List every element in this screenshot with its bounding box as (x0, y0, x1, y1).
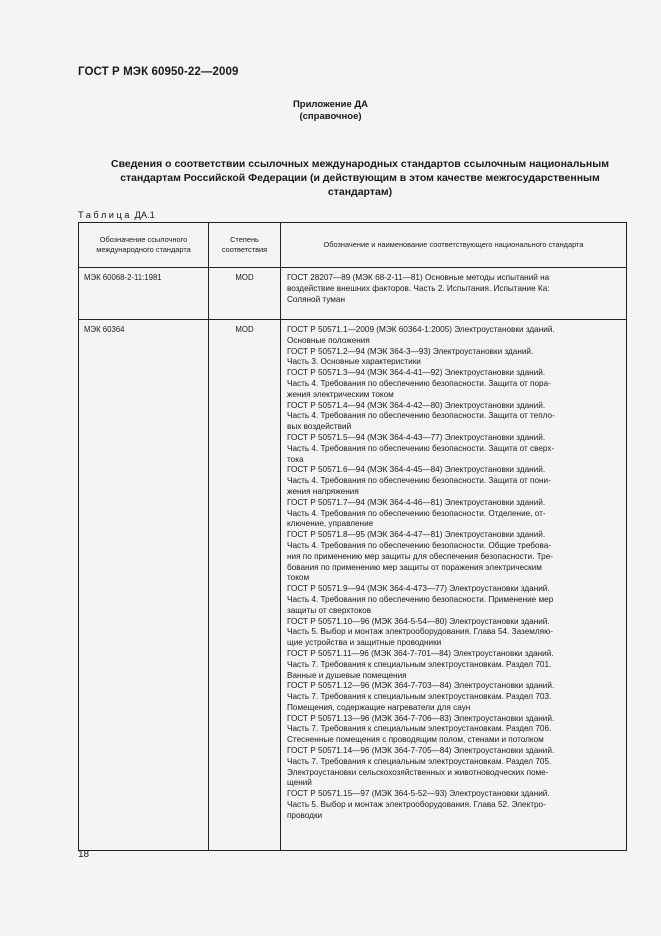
national-standard-line: Часть 4. Требования по обеспечению безопасности. Применение мер (287, 594, 554, 604)
table-label (78, 210, 155, 220)
national-standard-line: ния по применению мер защиты для обеспечения безопасности. Тре- (287, 551, 554, 561)
national-standard-line: воздействие внешних факторов. Часть 2. Испытания. Испытание Ка: (287, 283, 550, 293)
national-standard-line: Часть 7. Требования к специальным электроустановкам. Раздел 706. (287, 724, 552, 734)
national-standard-line: вых воздействий (287, 422, 352, 432)
correspondence-degree: MOD (209, 268, 281, 320)
national-standard-line: ГОСТ Р 50571.6—94 (МЭК 364-4-45—84) Электроустановки зданий. (287, 465, 546, 475)
national-standard-line: Часть 7. Требования к специальным электроустановкам. Раздел 705. (287, 756, 552, 766)
national-standard-line: Часть 5. Выбор и монтаж электрооборудования. Глава 52. Электро- (287, 800, 546, 810)
column-header-international: Обозначение ссылочного международного стандарта (79, 223, 209, 268)
national-standard-line: Ванные и душевые помещения (287, 670, 407, 680)
national-standard-line: Часть 4. Требования по обеспечению безопасности. Защита от пони- (287, 476, 551, 486)
national-standard-line: Основные положения (287, 335, 370, 345)
correspondence-degree: MOD (209, 320, 281, 851)
national-standard-line: защиты от сверхтоков (287, 605, 372, 615)
national-standard-line: щие устройства и защитные проводники (287, 638, 442, 648)
national-standard-line: ГОСТ Р 50571.14—96 (МЭК 364-7-705—84) Электроустановки зданий. (287, 746, 555, 756)
national-standard-line: бования по применению мер защиты от поражения электрическим (287, 562, 542, 572)
national-standard-line: Часть 4. Требования по обеспечению безопасности. Отделение, от- (287, 508, 546, 518)
national-standard-line: Часть 4. Требования по обеспечению безопасности. Защита от тепло- (287, 411, 555, 421)
table-row (79, 268, 627, 320)
national-standard-line: Помещения, содержащие нагреватели для саун (287, 702, 471, 712)
national-standard-line: Часть 5. Выбор и монтаж электрооборудования. Глава 54. Заземляю- (287, 627, 553, 637)
national-standard-line: ГОСТ Р 50571.8—95 (МЭК 364-4-47—81) Электроустановки зданий. (287, 530, 546, 540)
national-standard-line: ГОСТ Р 50571.2—94 (МЭК 364-3—93) Электроустановки зданий. (287, 346, 534, 356)
page-number: 18 (78, 849, 90, 860)
national-standard-line: тока (287, 454, 304, 464)
national-standard-line: Часть 7. Требования к специальным электроустановкам. Раздел 703. (287, 692, 552, 702)
national-standard-line: проводки (287, 810, 323, 820)
national-standard-line: ГОСТ Р 50571.3—94 (МЭК 364-4-41—92) Электроустановки зданий. (287, 368, 546, 378)
national-standard-line: ГОСТ Р 50571.1—2009 (МЭК 60364-1:2005) Электроустановки зданий. (287, 325, 555, 334)
national-standard-line: Соляной туман (287, 294, 345, 304)
national-standard-line: Часть 4. Требования по обеспечению безопасности. Защита от сверх- (287, 443, 555, 453)
national-standard-line: ГОСТ Р 50571.4—94 (МЭК 364-4-42—80) Электроустановки зданий. (287, 400, 546, 410)
document-header: ГОСТ Р МЭК 60950-22—2009 (78, 66, 239, 78)
national-standard-line: ГОСТ 28207—89 (МЭК 68-2-11—81) Основные методы испытаний на (287, 273, 550, 282)
national-standard-cell (281, 320, 627, 851)
national-standard-line: ключение, управление (287, 519, 374, 529)
national-standard-line: Часть 7. Требования к специальным электроустановкам. Раздел 701. (287, 659, 552, 669)
annex-subtitle: (справочное) (299, 111, 362, 122)
annex-heading (0, 99, 661, 123)
national-standard-line: током (287, 573, 310, 583)
national-standard-line: ГОСТ Р 50571.7—94 (МЭК 364-4-46—81) Электроустановки зданий. (287, 497, 546, 507)
national-standard-line: Электроустановки сельскохозяйственных и животноводческих поме- (287, 767, 549, 777)
national-standard-line: Часть 3. Основные характеристики (287, 357, 421, 367)
table-label-word: Таблица (78, 210, 132, 220)
table-label-number: ДА.1 (134, 210, 155, 220)
national-standard-line: Часть 4. Требования по обеспечению безопасности. Общие требова- (287, 540, 552, 550)
national-standard-line: жения электрическим током (287, 389, 394, 399)
national-standard-line: щений (287, 778, 312, 788)
national-standard-line: ГОСТ Р 50571.5—94 (МЭК 364-4-43—77) Электроустановки зданий. (287, 432, 546, 442)
section-title: Сведения о соответствии ссылочных международных стандартов ссылочным национальным стандартам Российской Федерации (и действующим в этом качестве межгосударственным стандартам) (111, 158, 609, 198)
national-standard-line: ГОСТ Р 50571.9—94 (МЭК 364-4-473—77) Электроустановки зданий. (287, 584, 550, 594)
national-standard-line: ГОСТ Р 50571.12—96 (МЭК 364-7-703—84) Электроустановки зданий. (287, 681, 555, 691)
international-standard-code: МЭК 60068-2-11:1981 (79, 268, 209, 320)
national-standard-line: ГОСТ Р 50571.13—96 (МЭК 364-7-706—83) Электроустановки зданий. (287, 713, 555, 723)
national-standard-line: Стесненные помещения с проводящим полом, стенами и потолком (287, 735, 544, 745)
national-standard-cell (281, 268, 627, 320)
column-header-national: Обозначение и наименование соответствующего национального стандарта (281, 223, 627, 268)
national-standard-line: жения напряжения (287, 486, 359, 496)
international-standard-code: МЭК 60364 (79, 320, 209, 851)
national-standard-line: ГОСТ Р 50571.11—96 (МЭК 364-7-701—84) Электроустановки зданий. (287, 648, 554, 658)
table-header-row (79, 223, 627, 268)
correspondence-table (78, 222, 627, 851)
national-standard-line: ГОСТ Р 50571.15—97 (МЭК 364-5-52—93) Электроустановки зданий. (287, 789, 550, 799)
table-row (79, 320, 627, 851)
national-standard-line: ГОСТ Р 50571.10—96 (МЭК 364-5-54—80) Электроустановки зданий. (287, 616, 550, 626)
annex-title: Приложение ДА (292, 99, 369, 110)
column-header-degree: Степень соответствия (209, 223, 281, 268)
national-standard-line: Часть 4. Требования по обеспечению безопасности. Защита от пора- (287, 378, 551, 388)
